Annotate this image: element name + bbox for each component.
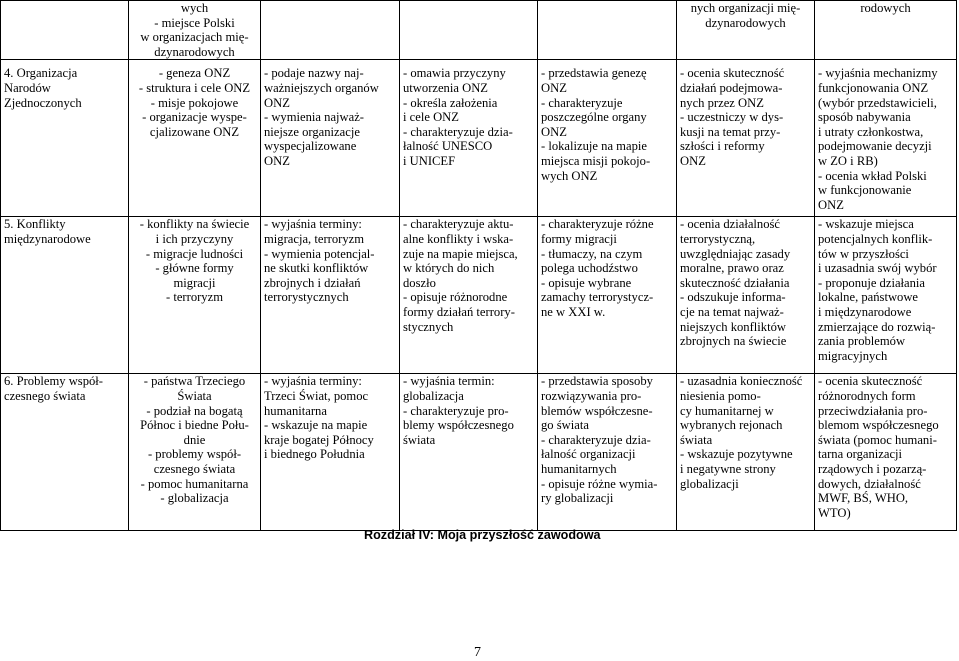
requirement-cell: [538, 1, 677, 60]
content-cell: wych - miejsce Polski w organizacjach mię- dzynarodowych: [129, 1, 261, 60]
requirement-cell: - wyjaśnia terminy: migracja, terroryzm - wymienia potencjal- ne skutki konfliktów zbrojnych i działań terrorystycznych: [261, 217, 400, 374]
topic-cell: 5. Konflikty międzynarodowe: [1, 217, 129, 374]
requirement-cell: - wyjaśnia terminy: Trzeci Świat, pomoc humanitarna - wskazuje na mapie kraje bogatej Północy i biednego Południa: [261, 374, 400, 531]
table-row: [1, 60, 957, 217]
requirement-cell: - uzasadnia konieczność niesienia pomo- cy humanitarnej w wybranych rejonach świata - wskazuje pozytywne i negatywne strony globalizacji: [677, 374, 815, 531]
table-row: [1, 1, 957, 60]
requirement-cell: - charakteryzuje różne formy migracji - tłumaczy, na czym polega uchodźstwo - opisuje wybrane zamachy terrorystycz- ne w XXI w.: [538, 217, 677, 374]
requirement-cell: [400, 1, 538, 60]
chapter-title: Rozdział IV: Moja przyszłość zawodowa: [364, 528, 601, 542]
requirement-cell: - wyjaśnia mechanizmy funkcjonowania ONZ (wybór przedstawicieli, sposób nabywania i utraty członkostwa, podejmowanie decyzji w ZO i RB) - ocenia wkład Polski w funkcjonowanie ONZ: [815, 60, 957, 217]
requirement-cell: rodowych: [815, 1, 957, 60]
requirement-cell: - przedstawia sposoby rozwiązywania pro- blemów współczesne- go świata - charakteryzuje dzia- łalność organizacji humanitarnych - opisuje różne wymia- ry globalizacji: [538, 374, 677, 531]
requirement-cell: - ocenia skuteczność różnorodnych form przeciwdziałania pro- blemom współczesnego świata (pomoc humani- tarna organizacji rządowych i pozarzą- dowych, działalność MWF, BŚ, WHO, WTO): [815, 374, 957, 531]
requirement-cell: - charakteryzuje aktu- alne konflikty i wska- zuje na mapie miejsca, w których do nich doszło - opisuje różnorodne formy działań terrory- stycznych: [400, 217, 538, 374]
table-row: [1, 217, 957, 374]
requirement-cell: - przedstawia genezę ONZ - charakteryzuje poszczególne organy ONZ - lokalizuje na mapie miejsca misji pokojo- wych ONZ: [538, 60, 677, 217]
requirement-cell: - wyjaśnia termin: globalizacja - charakteryzuje pro- blemy współczesnego świata: [400, 374, 538, 531]
requirement-cell: nych organizacji mię- dzynarodowych: [677, 1, 815, 60]
topic-cell: [1, 1, 129, 60]
page-number: 7: [474, 645, 481, 660]
requirement-cell: - ocenia działalność terrorystyczną, uwzględniając zasady moralne, prawo oraz skuteczność działania - odszukuje informa- cje na temat najważ- niejszych konfliktów zbrojnych na świecie: [677, 217, 815, 374]
requirement-cell: [261, 1, 400, 60]
requirement-cell: - ocenia skuteczność działań podejmowa- nych przez ONZ - uczestniczy w dys- kusji na temat przy- szłości i reformy ONZ: [677, 60, 815, 217]
content-cell: - geneza ONZ - struktura i cele ONZ - misje pokojowe - organizacje wyspe- cjalizowane ONZ: [129, 60, 261, 217]
topic-cell: 4. Organizacja Narodów Zjednoczonych: [1, 60, 129, 217]
requirement-cell: - wskazuje miejsca potencjalnych konflik- tów w przyszłości i uzasadnia swój wybór - proponuje działania lokalne, państwowe i międzynarodowe zmierzające do rozwią- zania problemów migracyjnych: [815, 217, 957, 374]
content-cell: - państwa Trzeciego Świata - podział na bogatą Północ i biedne Połu- dnie - problemy współ- czesnego świata - pomoc humanitarna - globalizacja: [129, 374, 261, 531]
requirement-cell: - podaje nazwy naj- ważniejszych organów ONZ - wymienia najważ- niejsze organizacje wyspecjalizowane ONZ: [261, 60, 400, 217]
topic-cell: 6. Problemy współ- czesnego świata: [1, 374, 129, 531]
table-row: [1, 374, 957, 531]
content-cell: - konflikty na świecie i ich przyczyny - migracje ludności - główne formy migracji - terroryzm: [129, 217, 261, 374]
requirement-cell: - omawia przyczyny utworzenia ONZ - określa założenia i cele ONZ - charakteryzuje dzia- łalność UNESCO i UNICEF: [400, 60, 538, 217]
